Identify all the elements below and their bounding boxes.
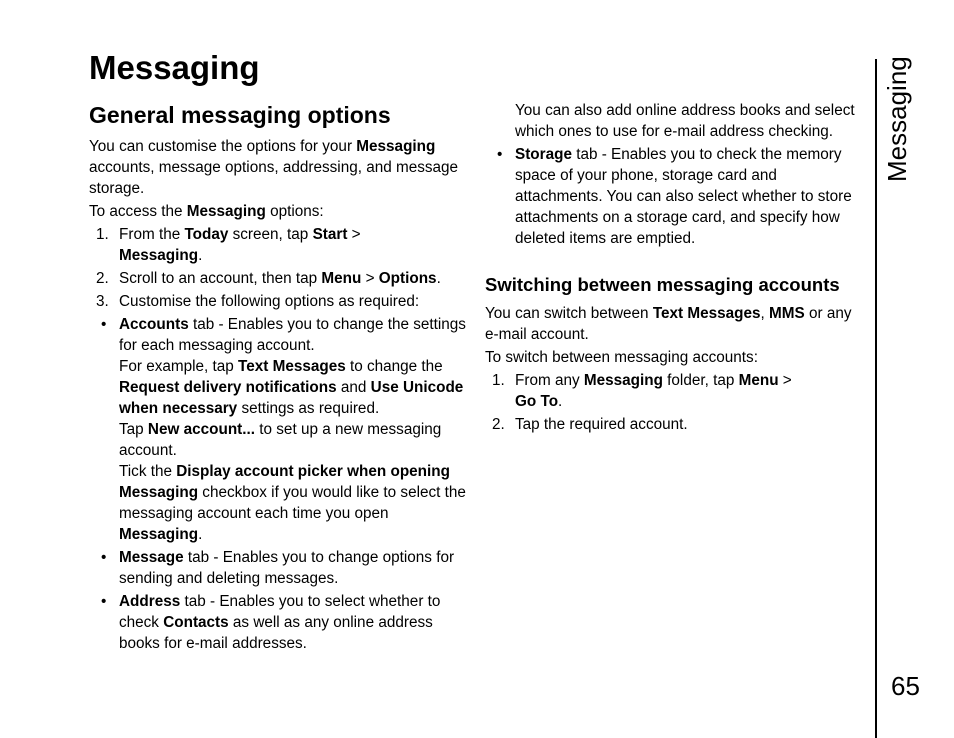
bullet-icon: •	[101, 316, 107, 333]
bold-term: Text Messages	[238, 358, 346, 375]
section-heading-switching-accounts: Switching between messaging accounts	[485, 274, 840, 295]
text: accounts, message options, addressing, and message storage.	[89, 159, 459, 197]
text: .	[198, 526, 203, 543]
text: From the	[119, 226, 185, 243]
page-number: 65	[891, 671, 920, 701]
bold-term: Contacts	[163, 614, 229, 631]
bullet-item-message	[89, 547, 471, 589]
intro-paragraph	[89, 136, 471, 199]
text: >	[778, 372, 792, 389]
text: >	[361, 270, 379, 287]
bold-term: Messaging	[583, 372, 663, 389]
vertical-divider	[875, 59, 877, 738]
spacer	[485, 251, 865, 272]
text: >	[347, 226, 361, 243]
text: options:	[265, 203, 324, 220]
bold-term: New account...	[147, 421, 256, 438]
bold-term: Address	[119, 593, 181, 610]
text: To access the	[89, 203, 187, 220]
steps-list	[89, 224, 471, 312]
left-column	[89, 100, 471, 656]
step-item	[89, 224, 471, 266]
bullet-item-storage	[485, 144, 865, 249]
howto-paragraph: To switch between messaging accounts:	[485, 349, 758, 366]
text: Scroll to an account, then tap	[119, 270, 322, 287]
text: folder, tap	[662, 372, 739, 389]
step-number: 2.	[492, 416, 505, 433]
text: .	[436, 270, 441, 287]
bold-term: Messaging	[186, 203, 266, 220]
bullet-icon: •	[101, 549, 107, 566]
bold-term: Menu	[738, 372, 779, 389]
text: checkbox if you would like to select the messaging account each time you open	[119, 484, 466, 522]
text: as well as any online address books for e-mail addresses.	[119, 614, 433, 652]
step-item	[89, 291, 471, 312]
bold-term: Messaging	[119, 526, 199, 543]
text: tab - Enables you to select whether to check	[119, 593, 441, 631]
step-number: 1.	[492, 372, 505, 389]
step-number: 2.	[96, 270, 109, 287]
text: Customise the following options as required:	[119, 293, 420, 310]
step-number: 1.	[96, 226, 109, 243]
bullet-item-accounts	[89, 314, 471, 545]
text: or any e-mail account.	[485, 305, 852, 343]
bold-term: Go To	[515, 393, 559, 410]
bold-term: Request delivery notifications	[119, 379, 337, 396]
bullet-subparagraph	[119, 461, 471, 545]
text: Tap	[119, 421, 148, 438]
bold-term: Messaging	[119, 247, 199, 264]
text: ,	[760, 305, 770, 322]
bold-term: MMS	[769, 305, 805, 322]
text: .	[198, 247, 203, 264]
text: tab - Enables you to check the memory space of your phone, storage card and attachments. You can also select whether to store attachments on a storage card, and specify how deleted items are emptied.	[515, 146, 852, 247]
step-item	[485, 414, 865, 435]
bullet-icon: •	[101, 593, 107, 610]
address-continuation: You can also add online address books and select which ones to use for e-mail address checking.	[515, 102, 855, 140]
bold-term: Accounts	[119, 316, 189, 333]
storage-bullet-list	[485, 144, 865, 249]
step-item	[485, 370, 865, 412]
bold-term: Message	[119, 549, 184, 566]
text: tab - Enables you to change the settings for each messaging account.	[119, 316, 466, 354]
bullet-item-address	[89, 591, 471, 654]
bold-term: Menu	[321, 270, 362, 287]
text: For example, tap	[119, 358, 239, 375]
side-tab-label: Messaging	[882, 56, 912, 182]
text: You can switch between	[485, 305, 653, 322]
text: to change the	[345, 358, 443, 375]
bullet-icon: •	[497, 146, 503, 163]
step-number: 3.	[96, 293, 109, 310]
bold-term: Use Unicode when necessary	[119, 379, 464, 417]
bullet-subparagraph	[119, 356, 471, 419]
bold-term: Messaging	[356, 138, 436, 155]
bold-term: Storage	[515, 146, 572, 163]
access-paragraph	[89, 201, 471, 222]
page-title: Messaging	[89, 49, 260, 86]
step-item	[89, 268, 471, 289]
switch-intro-paragraph	[485, 303, 865, 345]
options-bullet-list	[89, 314, 471, 654]
bold-term: Display account picker when opening Messaging	[119, 463, 450, 501]
bold-term: Today	[184, 226, 229, 243]
text: settings as required.	[237, 400, 380, 417]
section-heading-general-options: General messaging options	[89, 102, 391, 128]
bold-term: Text Messages	[652, 305, 761, 322]
bullet-text	[119, 314, 471, 356]
text: Tap the required account.	[515, 416, 688, 433]
text: .	[558, 393, 563, 410]
bold-term: Start	[312, 226, 348, 243]
text: to set up a new messaging account.	[119, 421, 442, 459]
text: You can customise the options for your	[89, 138, 357, 155]
text: and	[336, 379, 371, 396]
switch-steps-list	[485, 370, 865, 435]
text: screen, tap	[228, 226, 313, 243]
bullet-subparagraph	[119, 419, 471, 461]
text: From any	[515, 372, 584, 389]
text: tab - Enables you to change options for sending and deleting messages.	[119, 549, 455, 587]
text: Tick the	[119, 463, 177, 480]
right-column	[485, 100, 865, 437]
bold-term: Options	[378, 270, 437, 287]
